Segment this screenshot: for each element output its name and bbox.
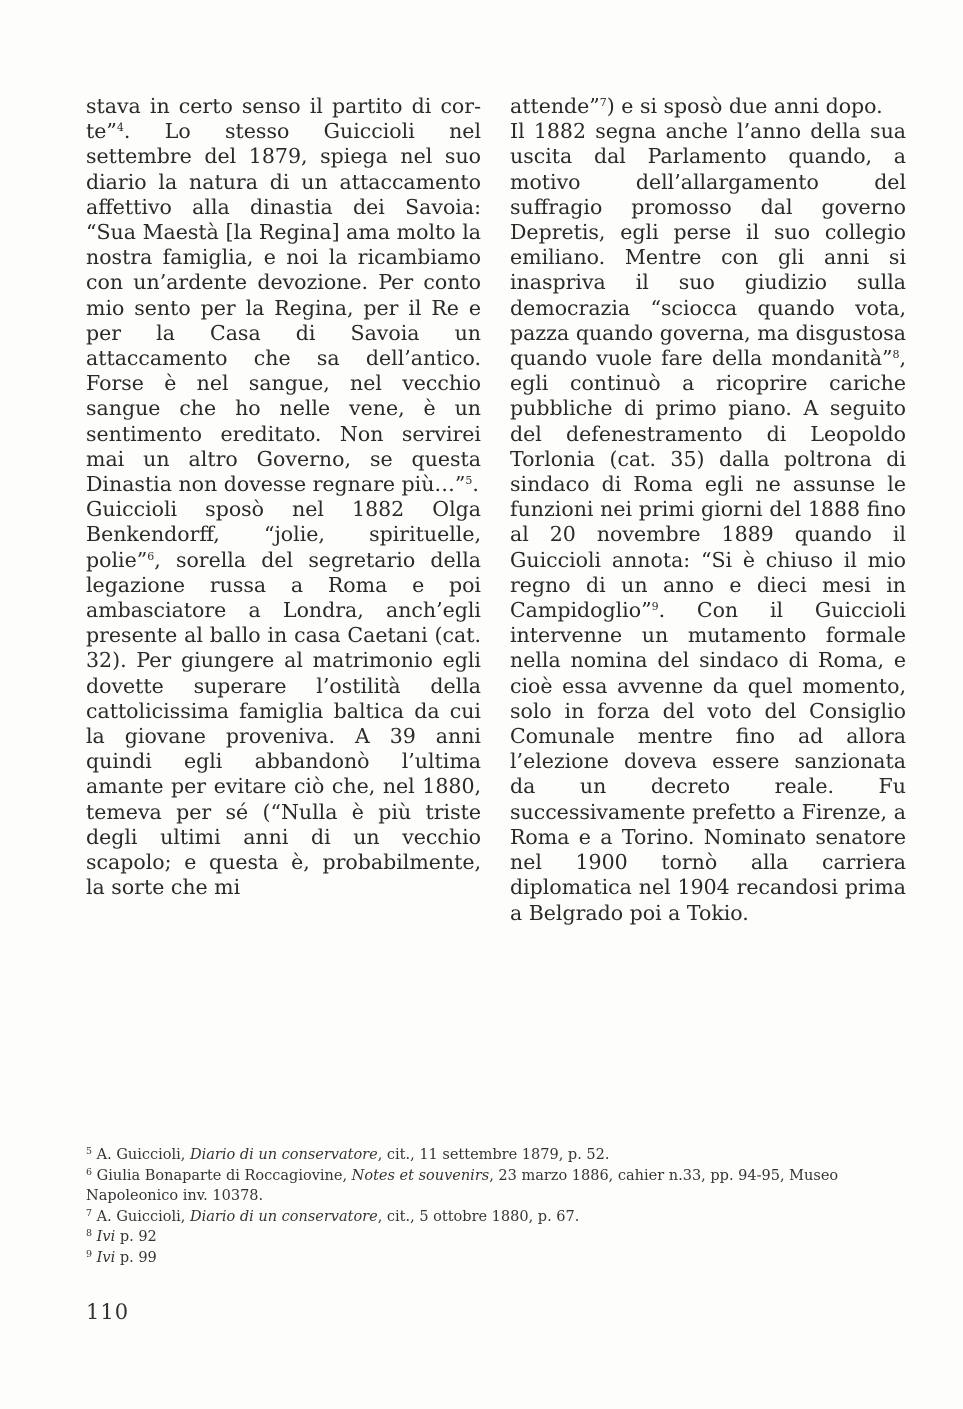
left-paragraph-2: Guiccioli sposò nel 1882 Olga Benkendorff, “jolie, spirituelle, polie”$^6$, sorella del segretario della legazione russa a Roma e poi ambasciatore a Londra, anch’egli presente al ballo in casa Caetani (cat. 32). Per giungere al matrimonio egli dovette superare l’ostilità della cattolicissima famiglia baltica da cui la giovane proveniva. A 39 anni quindi egli abbandonò l’ultima amante per evitare ciò che, nel 1880, temeva per sé (“Nulla è più triste degli ultimi anni di un vecchio scapolo; e questa è, probabilmente, la sorte che mi bbox=[86, 497, 481, 900]
footnote-ref-4: 4 bbox=[116, 121, 124, 135]
right-paragraph-2: Il 1882 segna anche l’anno della sua uscita dal Parlamento quando, a motivo dell’allargamento del suffragio promosso dal governo Depretis, egli perse il suo collegio emiliano. Mentre con gli anni si inaspriva il suo giudizio sulla democrazia “sciocca quando vota, pazza quando governa, ma disgustosa quando vuole fare della mondanità”$^8$, egli continuò a ricoprire cariche pubbliche di primo piano. A seguito del defenestramento di Leopoldo Torlonia (cat. 35) dalla poltrona di sindaco di Roma egli ne assunse le funzioni nei primi giorni del 1888 fino al 20 novembre 1889 quando il Guiccioli annota: “Si è chiuso il mio regno di un anno e dieci mesi in Campidoglio”$^9$. Con il Guiccioli intervenne un mutamento formale nella nomina del sindaco di Roma, e cioè essa avvenne da quel momento, solo in forza del voto del Consiglio Comunale mentre fino ad allora l’elezione doveva essere sanzionata da un decreto reale. Fu successivamente prefetto a Firenze, a Roma e a Torino. Nominato senatore nel 1900 tornò alla carriera diplomatica nel 1904 recandosi prima a Belgrado poi a Tokio. bbox=[510, 119, 906, 925]
footnote-ref-8: 8 bbox=[892, 348, 900, 362]
footnote-ref-5: 5 bbox=[465, 474, 473, 488]
left-column bbox=[86, 94, 481, 901]
page-number: 110 bbox=[86, 1300, 130, 1324]
footnote: $^6$ Giulia Bonaparte di Roccagiovine, Notes et souvenirs, 23 marzo 1886, cahier n.33, pp. 94-95, Museo Napoleonico inv. 10378. bbox=[86, 1166, 839, 1204]
footnote-ref-9: 9 bbox=[651, 600, 659, 614]
footnotes bbox=[86, 1145, 906, 1268]
footnote: $^5$ A. Guiccioli, Diario di un conservatore, cit., 11 settembre 1879, p. 52. bbox=[86, 1146, 610, 1163]
footnote-ref-6: 6 bbox=[147, 549, 155, 563]
left-paragraph-1: stava in certo senso il partito di cor-te”$^4$. Lo stesso Guiccioli nel settembre del 1879, spiega nel suo diario la natura di un attaccamento affettivo alla dinastia dei Savoia: “Sua Maestà [la Regina] ama molto la nostra famiglia, e noi la ricambiamo con un’ardente devozione. Per conto mio sento per la Regina, per il Re e per la Casa di Savoia un attaccamento che sa dell’antico. Forse è nel sangue, nel vecchio sangue che ho nelle vene, è un sentimento ereditato. Non servirei mai un altro Governo, se questa Dinastia non dovesse regnare più…”$^5$. bbox=[86, 94, 481, 497]
footnote: $^9$ Ivi p. 99 bbox=[86, 1248, 157, 1266]
right-column bbox=[510, 94, 906, 926]
footnote: $^7$ A. Guiccioli, Diario di un conservatore, cit., 5 ottobre 1880, p. 67. bbox=[86, 1207, 580, 1225]
footnote-ref-7: 7 bbox=[599, 96, 607, 109]
footnote: $^8$ Ivi p. 92 bbox=[86, 1228, 157, 1245]
right-paragraph-1: attende”$^7$) e si sposò due anni dopo. bbox=[510, 94, 883, 118]
